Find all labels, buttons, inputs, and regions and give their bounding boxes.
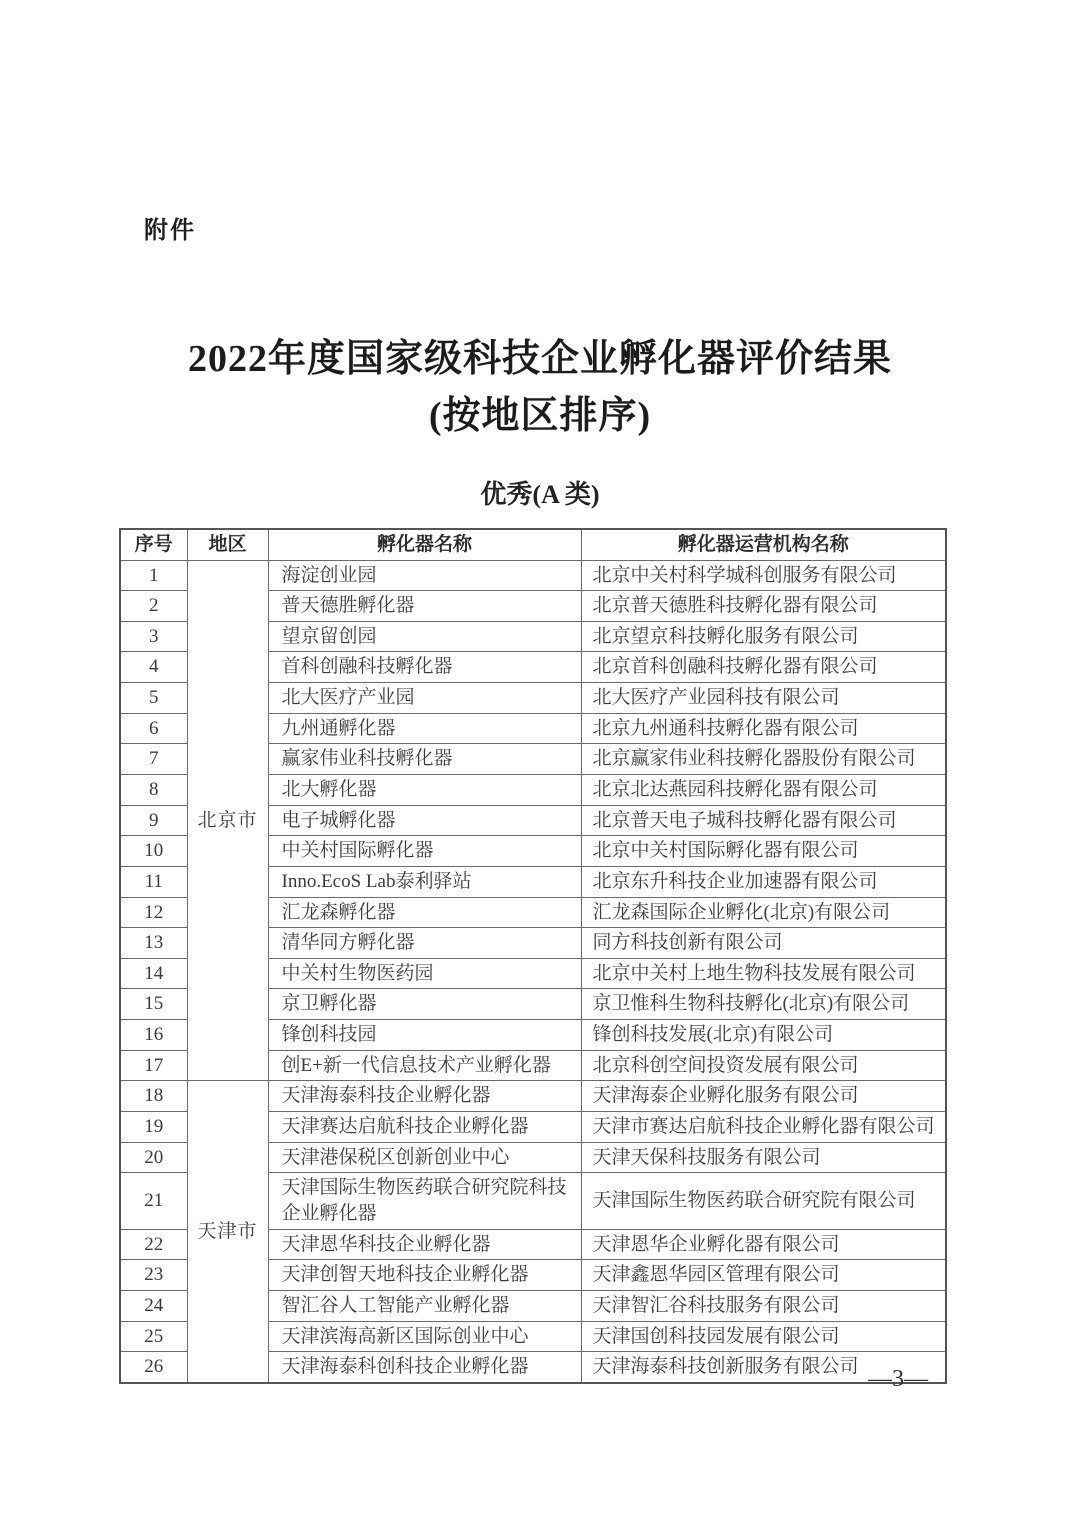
cell-incubator-name: 北大医疗产业园 [268, 683, 581, 714]
cell-index: 4 [120, 652, 187, 683]
cell-incubator-name: 创E+新一代信息技术产业孵化器 [268, 1050, 581, 1081]
cell-incubator-name: 天津创智天地科技企业孵化器 [268, 1260, 581, 1291]
cell-index: 22 [120, 1229, 187, 1260]
cell-operator-name: 北京普天德胜科技孵化器有限公司 [581, 591, 946, 622]
cell-region: 天津市 [187, 1081, 268, 1383]
cell-index: 19 [120, 1112, 187, 1143]
cell-index: 9 [120, 805, 187, 836]
cell-incubator-name: 望京留创园 [268, 621, 581, 652]
cell-incubator-name: 赢家伟业科技孵化器 [268, 744, 581, 775]
cell-index: 3 [120, 621, 187, 652]
cell-incubator-name: 电子城孵化器 [268, 805, 581, 836]
cell-operator-name: 天津国创科技园发展有限公司 [581, 1321, 946, 1352]
cell-incubator-name: 北大孵化器 [268, 774, 581, 805]
table-row [120, 560, 946, 591]
cell-index: 8 [120, 774, 187, 805]
cell-operator-name: 北京首科创融科技孵化器有限公司 [581, 652, 946, 683]
cell-incubator-name: 首科创融科技孵化器 [268, 652, 581, 683]
cell-index: 11 [120, 866, 187, 897]
cell-index: 23 [120, 1260, 187, 1291]
cell-incubator-name: 天津海泰科创科技企业孵化器 [268, 1352, 581, 1383]
cell-index: 21 [120, 1173, 187, 1229]
results-table [119, 528, 947, 1384]
cell-index: 2 [120, 591, 187, 622]
cell-operator-name: 同方科技创新有限公司 [581, 928, 946, 959]
cell-operator-name: 汇龙森国际企业孵化(北京)有限公司 [581, 897, 946, 928]
cell-operator-name: 天津鑫恩华园区管理有限公司 [581, 1260, 946, 1291]
cell-operator-name: 天津海泰企业孵化服务有限公司 [581, 1081, 946, 1112]
cell-index: 1 [120, 560, 187, 591]
cell-incubator-name: 京卫孵化器 [268, 989, 581, 1020]
cell-operator-name: 北京科创空间投资发展有限公司 [581, 1050, 946, 1081]
cell-index: 24 [120, 1290, 187, 1321]
cell-incubator-name: 天津赛达启航科技企业孵化器 [268, 1112, 581, 1143]
cell-incubator-name: 汇龙森孵化器 [268, 897, 581, 928]
cell-incubator-name: 中关村国际孵化器 [268, 836, 581, 867]
cell-operator-name: 北京普天电子城科技孵化器有限公司 [581, 805, 946, 836]
cell-index: 14 [120, 958, 187, 989]
cell-index: 16 [120, 1020, 187, 1051]
cell-operator-name: 北大医疗产业园科技有限公司 [581, 683, 946, 714]
cell-incubator-name: Inno.EcoS Lab泰利驿站 [268, 866, 581, 897]
cell-index: 20 [120, 1142, 187, 1173]
document-title-line2: (按地区排序) [428, 395, 652, 437]
cell-operator-name: 天津恩华企业孵化器有限公司 [581, 1229, 946, 1260]
header-cell-region: 地区 [187, 529, 268, 560]
cell-operator-name: 天津天保科技服务有限公司 [581, 1142, 946, 1173]
cell-operator-name: 北京赢家伟业科技孵化器股份有限公司 [581, 744, 946, 775]
attachment-label: 附件 [144, 217, 196, 244]
cell-operator-name: 北京中关村科学城科创服务有限公司 [581, 560, 946, 591]
cell-incubator-name: 天津滨海高新区国际创业中心 [268, 1321, 581, 1352]
section-heading: 优秀(A 类) [480, 480, 600, 509]
cell-index: 25 [120, 1321, 187, 1352]
cell-index: 6 [120, 713, 187, 744]
cell-operator-name: 北京中关村国际孵化器有限公司 [581, 836, 946, 867]
table-row [120, 1081, 946, 1112]
cell-incubator-name: 清华同方孵化器 [268, 928, 581, 959]
table-header-row [120, 529, 946, 560]
header-cell-operator-name: 孵化器运营机构名称 [581, 529, 946, 560]
page-number: —3— [868, 1366, 928, 1392]
cell-region: 北京市 [187, 560, 268, 1081]
cell-index: 7 [120, 744, 187, 775]
cell-incubator-name: 海淀创业园 [268, 560, 581, 591]
cell-incubator-name: 智汇谷人工智能产业孵化器 [268, 1290, 581, 1321]
cell-incubator-name: 普天德胜孵化器 [268, 591, 581, 622]
table-body [120, 560, 946, 1383]
cell-index: 15 [120, 989, 187, 1020]
cell-incubator-name: 天津港保税区创新创业中心 [268, 1142, 581, 1173]
cell-index: 5 [120, 683, 187, 714]
header-cell-index: 序号 [120, 529, 187, 560]
cell-operator-name: 天津智汇谷科技服务有限公司 [581, 1290, 946, 1321]
document-title-line1: 2022年度国家级科技企业孵化器评价结果 [187, 338, 892, 380]
cell-index: 13 [120, 928, 187, 959]
cell-operator-name: 北京九州通科技孵化器有限公司 [581, 713, 946, 744]
cell-operator-name: 北京东升科技企业加速器有限公司 [581, 866, 946, 897]
cell-incubator-name: 锋创科技园 [268, 1020, 581, 1051]
cell-operator-name: 京卫惟科生物科技孵化(北京)有限公司 [581, 989, 946, 1020]
cell-operator-name: 天津海泰科技创新服务有限公司 [581, 1352, 946, 1383]
cell-incubator-name: 天津海泰科技企业孵化器 [268, 1081, 581, 1112]
cell-incubator-name: 天津国际生物医药联合研究院科技企业孵化器 [268, 1173, 581, 1229]
cell-index: 10 [120, 836, 187, 867]
cell-incubator-name: 九州通孵化器 [268, 713, 581, 744]
cell-operator-name: 天津国际生物医药联合研究院有限公司 [581, 1173, 946, 1229]
header-cell-incubator-name: 孵化器名称 [268, 529, 581, 560]
cell-index: 26 [120, 1352, 187, 1383]
cell-operator-name: 北京北达燕园科技孵化器有限公司 [581, 774, 946, 805]
cell-incubator-name: 中关村生物医药园 [268, 958, 581, 989]
cell-index: 17 [120, 1050, 187, 1081]
cell-index: 12 [120, 897, 187, 928]
cell-operator-name: 天津市赛达启航科技企业孵化器有限公司 [581, 1112, 946, 1143]
cell-operator-name: 北京望京科技孵化服务有限公司 [581, 621, 946, 652]
cell-operator-name: 北京中关村上地生物科技发展有限公司 [581, 958, 946, 989]
cell-index: 18 [120, 1081, 187, 1112]
cell-incubator-name: 天津恩华科技企业孵化器 [268, 1229, 581, 1260]
cell-operator-name: 锋创科技发展(北京)有限公司 [581, 1020, 946, 1051]
